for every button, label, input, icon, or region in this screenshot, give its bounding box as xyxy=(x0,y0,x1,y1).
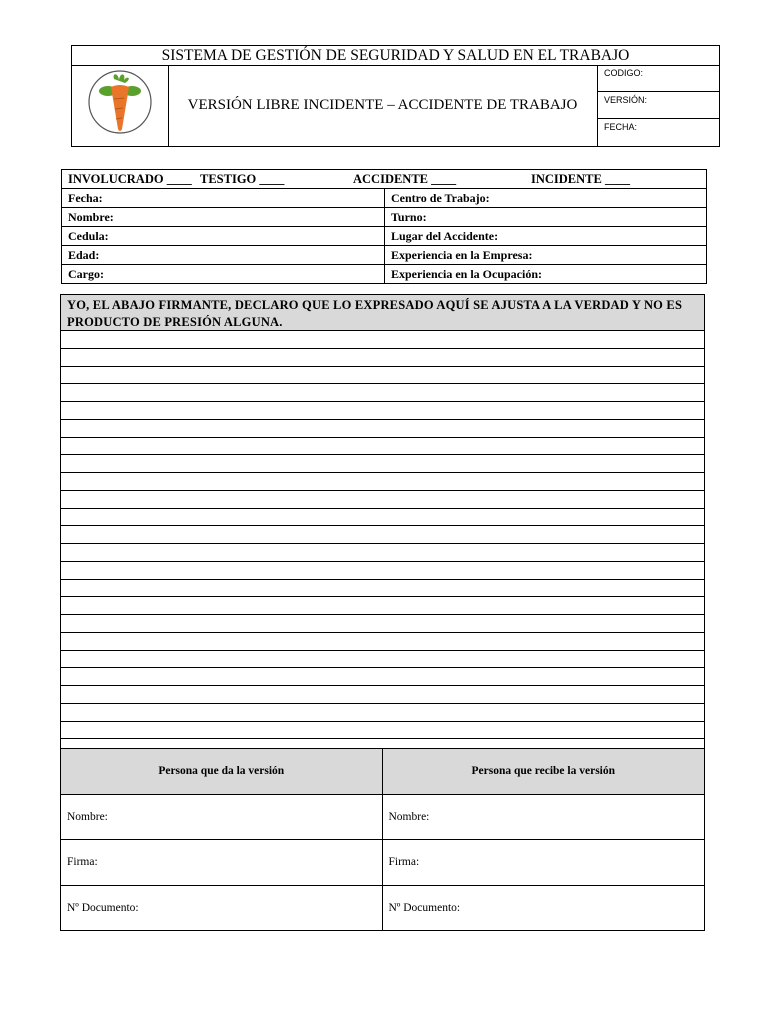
signature-header-row xyxy=(61,748,704,794)
info-row xyxy=(62,265,706,283)
writing-line[interactable] xyxy=(61,509,704,527)
nombre-label[interactable]: Nombre: xyxy=(62,208,385,226)
writing-line[interactable] xyxy=(61,597,704,615)
writing-line[interactable] xyxy=(61,580,704,598)
info-row xyxy=(62,227,706,246)
writing-line[interactable] xyxy=(61,349,704,367)
giver-firma-field[interactable]: Firma: xyxy=(61,840,383,885)
codigo-field: CODIGO: xyxy=(598,65,720,92)
declaration-text: YO, EL ABAJO FIRMANTE, DECLARO QUE LO EXPRESADO AQUÍ SE AJUSTA A LA VERDAD Y NO ES PRODUCTO DE PRESIÓN ALGUNA. xyxy=(61,295,704,331)
writing-line[interactable] xyxy=(61,633,704,651)
writing-line[interactable] xyxy=(61,704,704,722)
incidente-option[interactable]: INCIDENTE ____ xyxy=(531,172,630,186)
writing-line[interactable] xyxy=(61,402,704,420)
info-row xyxy=(62,189,706,208)
turno-label[interactable]: Turno: xyxy=(391,210,427,224)
writing-line[interactable] xyxy=(61,722,704,740)
signature-row xyxy=(61,885,704,931)
writing-line[interactable] xyxy=(61,651,704,669)
centro-trabajo-label[interactable]: Centro de Trabajo: xyxy=(391,191,490,205)
info-row xyxy=(62,208,706,227)
writing-line[interactable] xyxy=(61,491,704,509)
testigo-option[interactable]: TESTIGO ____ xyxy=(200,172,285,186)
writing-line[interactable] xyxy=(61,544,704,562)
signature-row xyxy=(61,839,704,885)
signature-row xyxy=(61,794,704,840)
giver-nombre-field[interactable]: Nombre: xyxy=(61,795,383,840)
receiver-nombre-field[interactable]: Nombre: xyxy=(388,810,430,823)
document-title: VERSIÓN LIBRE INCIDENTE – ACCIDENTE DE TRABAJO xyxy=(187,97,578,113)
receiver-firma-field[interactable]: Firma: xyxy=(388,856,420,869)
writing-line[interactable] xyxy=(61,420,704,438)
writing-line[interactable] xyxy=(61,367,704,385)
writing-line[interactable] xyxy=(61,473,704,491)
info-row xyxy=(62,246,706,265)
cargo-label[interactable]: Cargo: xyxy=(62,265,385,283)
writing-line[interactable] xyxy=(61,384,704,402)
giver-header: Persona que da la versión xyxy=(61,749,383,794)
writing-line[interactable] xyxy=(61,331,704,349)
giver-documento-field[interactable]: Nº Documento: xyxy=(61,886,383,931)
writing-line[interactable] xyxy=(61,455,704,473)
form-header xyxy=(71,45,720,147)
declaration-lines[interactable] xyxy=(61,331,704,757)
involved-info-table xyxy=(61,169,707,284)
role-selection-row xyxy=(62,170,706,189)
writing-line[interactable] xyxy=(61,562,704,580)
writing-line[interactable] xyxy=(61,668,704,686)
experiencia-empresa-label[interactable]: Experiencia en la Empresa: xyxy=(391,248,533,262)
fecha-label[interactable]: Fecha: xyxy=(62,189,385,207)
accidente-option[interactable]: ACCIDENTE ____ xyxy=(353,172,457,186)
writing-line[interactable] xyxy=(61,615,704,633)
writing-line[interactable] xyxy=(61,686,704,704)
lugar-accidente-label[interactable]: Lugar del Accidente: xyxy=(391,229,499,243)
cedula-label[interactable]: Cedula: xyxy=(62,227,385,245)
experiencia-ocupacion-label[interactable]: Experiencia en la Ocupación: xyxy=(391,267,542,281)
receiver-header: Persona que recibe la versión xyxy=(471,765,616,778)
version-field: VERSIÓN: xyxy=(598,92,720,119)
writing-line[interactable] xyxy=(61,526,704,544)
signature-table xyxy=(60,748,705,931)
receiver-documento-field[interactable]: Nº Documento: xyxy=(388,901,461,914)
carrot-logo-icon xyxy=(88,69,152,135)
system-title: SISTEMA DE GESTIÓN DE SEGURIDAD Y SALUD EN EL TRABAJO xyxy=(72,46,719,66)
document-meta xyxy=(597,65,720,146)
declaration-box xyxy=(60,294,705,758)
logo-cell xyxy=(72,65,169,146)
involucrado-option[interactable]: INVOLUCRADO ____ xyxy=(68,172,192,186)
fecha-field: FECHA: xyxy=(604,122,638,132)
edad-label[interactable]: Edad: xyxy=(62,246,385,264)
writing-line[interactable] xyxy=(61,438,704,456)
